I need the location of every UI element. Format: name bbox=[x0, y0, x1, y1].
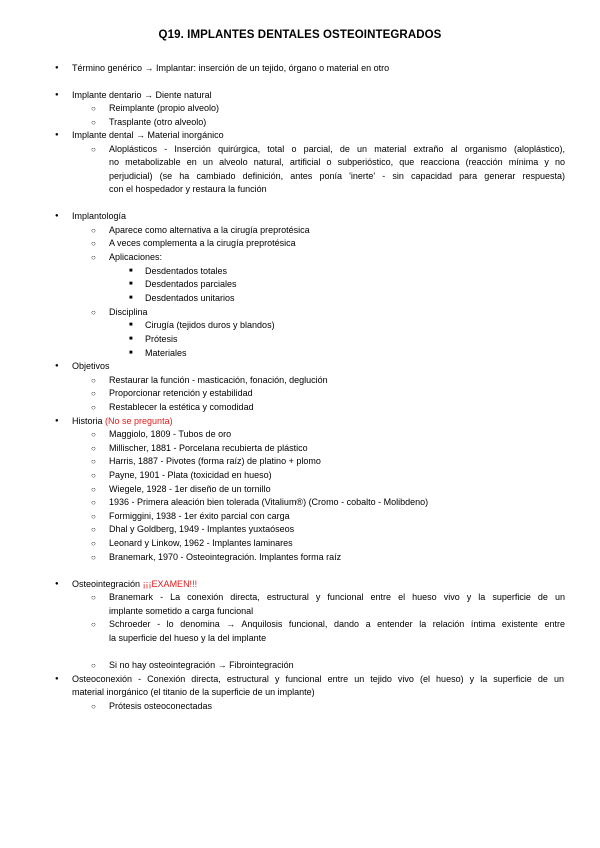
sub-protesis-osteoconectadas: ○ Prótesis osteoconectadas bbox=[109, 700, 212, 714]
sub-complementa: ○ A veces complementa a la cirugía preprotésica bbox=[109, 237, 296, 251]
bullet-osteoconexion: ● Osteoconexión - Conexión directa, estructural y funcional entre un tejido vivo (el hueso) y la superficie de un bbox=[72, 673, 564, 687]
bullet-termino-generico: ● Término genérico → Implantar: inserción de un tejido, órgano o material en otro bbox=[72, 62, 389, 76]
osteointegracion-label: Osteointegración bbox=[72, 579, 141, 589]
aloplasticos-line-2: no metabolizable en un alveolo natural, artificial o subperióstico, que reacciona (reacción mínima y no bbox=[109, 157, 565, 167]
sub-restaurar-funcion: ○ Restaurar la función - masticación, fonación, deglución bbox=[109, 374, 328, 388]
sub-retencion: ○ Proporcionar retención y estabilidad bbox=[109, 387, 253, 401]
item-desdentados-totales: ■ Desdentados totales bbox=[145, 265, 227, 279]
examen-note: ¡¡¡EXAMEN!!! bbox=[142, 579, 198, 589]
sub-schroeder: ○ Schroeder - lo denomina → Anquilosis funcional, dando a entender la relación íntima existente entre bbox=[109, 618, 565, 632]
bullet-historia bbox=[72, 415, 173, 429]
page-title: Q19. IMPLANTES DENTALES OSTEOINTEGRADOS bbox=[158, 29, 442, 41]
history-maggiolo: ○ Maggiolo, 1809 - Tubos de oro bbox=[109, 428, 231, 442]
history-millischer: ○ Millischer, 1881 - Porcelana recubierta de plástico bbox=[109, 442, 308, 456]
sub-aplicaciones: ○ Aplicaciones: bbox=[109, 251, 162, 265]
bullet-osteointegracion bbox=[72, 578, 197, 592]
history-wiegele: ○ Wiegele, 1928 - 1er diseño de un tornillo bbox=[109, 483, 271, 497]
sub-branemark-def: ○ Branemark - La conexión directa, estructural y funcional entre el hueso vivo y la superficie de un bbox=[109, 591, 565, 605]
history-branemark: ○ Branemark, 1970 - Osteointegración. Implantes forma raíz bbox=[109, 551, 341, 565]
aloplasticos-line-4: con el hospedador y restaura la función bbox=[109, 184, 267, 194]
bullet-implante-dentario: ● Implante dentario → Diente natural bbox=[72, 89, 212, 103]
item-desdentados-unitarios: ■ Desdentados unitarios bbox=[145, 292, 235, 306]
sub-alternativa: ○ Aparece como alternativa a la cirugía preprotésica bbox=[109, 224, 310, 238]
item-protesis: ■ Prótesis bbox=[145, 333, 178, 347]
history-leonard-linkow: ○ Leonard y Linkow, 1962 - Implantes laminares bbox=[109, 537, 293, 551]
sub-reimplante: ○ Reimplante (propio alveolo) bbox=[109, 102, 219, 116]
sub-disciplina: ○ Disciplina bbox=[109, 306, 148, 320]
sub-aloplasticos: ○ Aloplásticos - Inserción quirúrgica, total o parcial, de un material extraño al organismo (aloplástico), bbox=[109, 143, 565, 157]
history-payne: ○ Payne, 1901 - Plata (toxicidad en hueso) bbox=[109, 469, 272, 483]
branemark-def-line-2: implante sometido a carga funcional bbox=[109, 606, 254, 616]
historia-note: (No se pregunta) bbox=[105, 416, 173, 426]
bullet-implantologia: ● Implantología bbox=[72, 210, 126, 224]
aloplasticos-line-3: perjudicial) (se ha cambiado definición, antes ponía 'inerte' - sin capacidad para generar respuesta) bbox=[109, 171, 565, 181]
item-desdentados-parciales: ■ Desdentados parciales bbox=[145, 278, 237, 292]
sub-trasplante: ○ Trasplante (otro alveolo) bbox=[109, 116, 206, 130]
bullet-implante-dental: ● Implante dental → Material inorgánico bbox=[72, 129, 224, 143]
item-cirugia: ■ Cirugía (tejidos duros y blandos) bbox=[145, 319, 275, 333]
history-1936: ○ 1936 - Primera aleación bien tolerada (Vitalium®) (Cromo - cobalto - Molibdeno) bbox=[109, 496, 428, 510]
sub-fibrointegracion: ○ Si no hay osteointegración → Fibrointegración bbox=[109, 659, 294, 673]
bullet-objetivos: ● Objetivos bbox=[72, 360, 110, 374]
history-dhal-goldberg: ○ Dhal y Goldberg, 1949 - Implantes yuxtaóseos bbox=[109, 523, 294, 537]
history-harris: ○ Harris, 1887 - Pivotes (forma raíz) de platino + plomo bbox=[109, 455, 321, 469]
sub-estetica: ○ Restablecer la estética y comodidad bbox=[109, 401, 254, 415]
schroeder-line-2: la superficie del hueso y la del implante bbox=[109, 633, 267, 643]
osteoconexion-line-2: material inorgánico (el titanio de la superficie de un implante) bbox=[72, 687, 315, 697]
historia-label: Historia bbox=[72, 416, 103, 426]
history-formiggini: ○ Formiggini, 1938 - 1er éxito parcial con carga bbox=[109, 510, 290, 524]
item-materiales: ■ Materiales bbox=[145, 347, 187, 361]
